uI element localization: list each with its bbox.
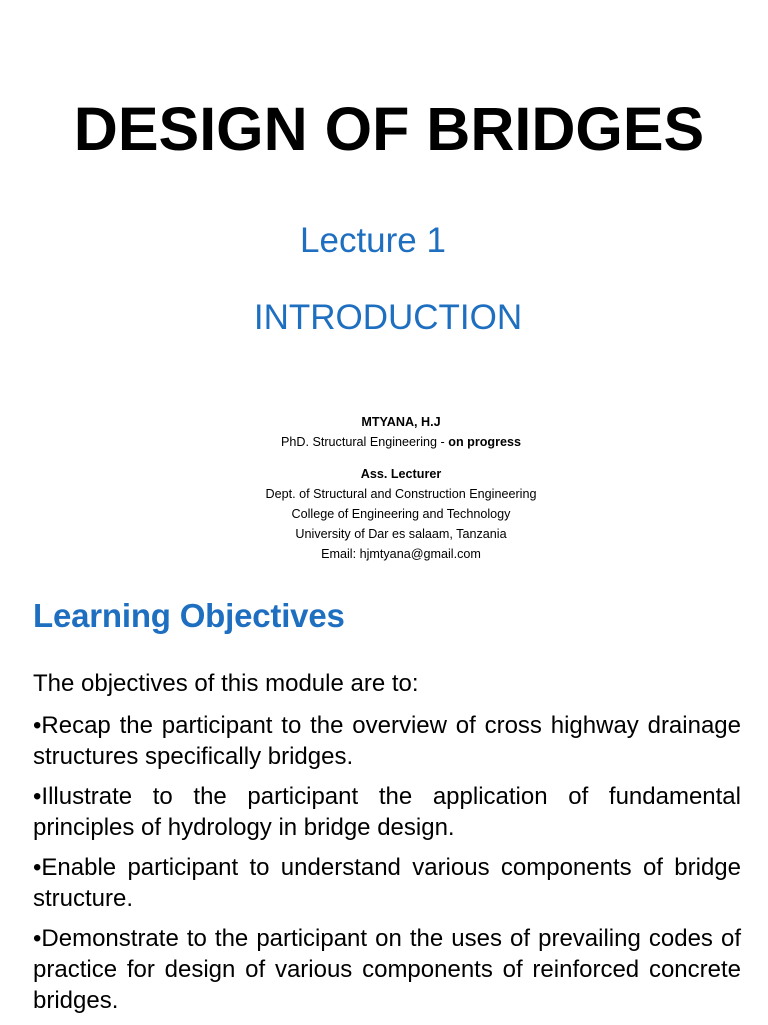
- objective-item: •Illustrate to the participant the application of fundamental principles of hydrology in bridge design.: [33, 783, 741, 841]
- author-block: [0, 412, 768, 564]
- author-department: Dept. of Structural and Construction Engineering: [265, 487, 537, 501]
- author-college: College of Engineering and Technology: [291, 507, 511, 521]
- objectives-slide: [0, 580, 768, 1024]
- objective-item: •Enable participant to understand various components of bridge structure.: [33, 854, 741, 912]
- author-degree: PhD. Structural Engineering -: [280, 435, 449, 449]
- objectives-intro: The objectives of this module are to:: [33, 670, 419, 697]
- section-heading: Learning Objectives: [33, 597, 345, 634]
- author-position: Ass. Lecturer: [360, 467, 442, 481]
- objective-item: •Demonstrate to the participant on the uses of prevailing codes of practice for design of various components of reinforced concrete bridges.: [33, 925, 741, 1014]
- author-degree-status: on progress: [448, 435, 522, 449]
- author-name: MTYANA, H.J: [361, 415, 441, 429]
- lecture-topic: INTRODUCTION: [253, 298, 523, 337]
- lecture-number: Lecture 1: [300, 221, 446, 260]
- author-university: University of Dar es salaam, Tanzania: [295, 527, 507, 541]
- spacer: [0, 452, 768, 464]
- main-title: DESIGN OF BRIDGES: [73, 95, 705, 163]
- author-email: Email: hjmtyana@gmail.com: [321, 547, 481, 561]
- objective-list: [33, 710, 741, 1025]
- author-degree-line: [0, 432, 768, 452]
- objective-item: •Recap the participant to the overview of cross highway drainage structures specifically bridges.: [33, 712, 741, 770]
